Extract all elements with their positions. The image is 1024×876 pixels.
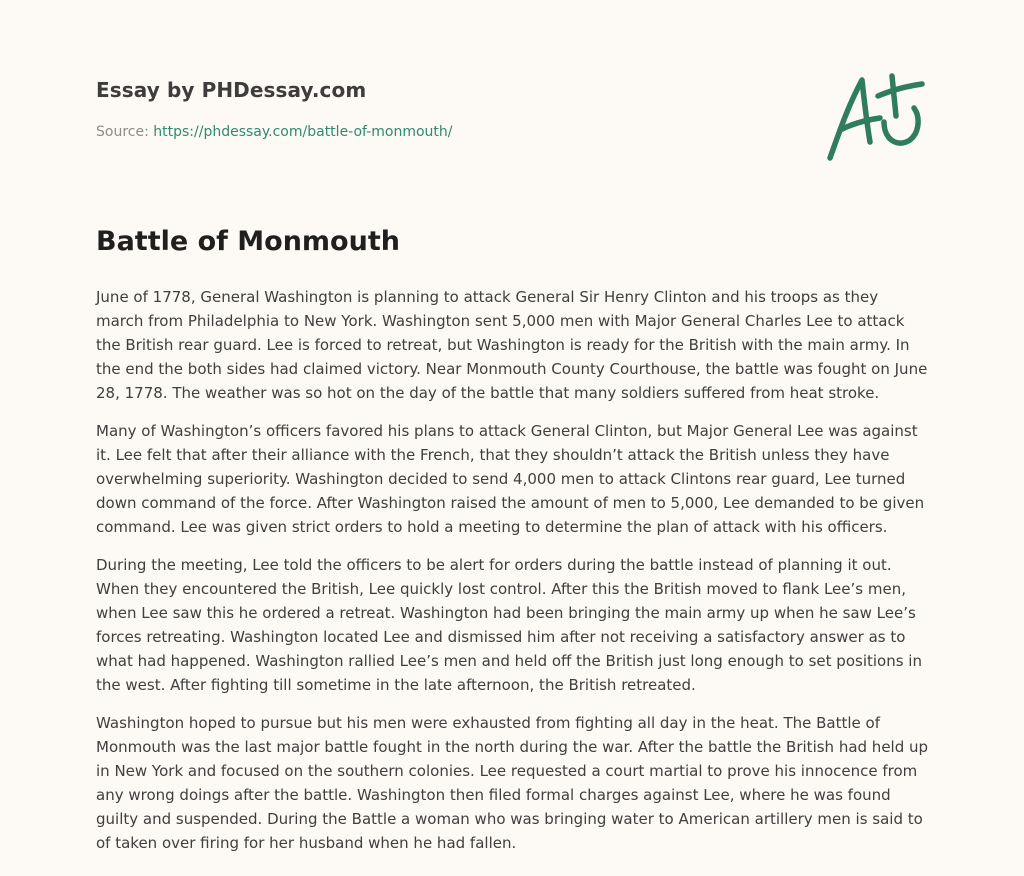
source-line bbox=[96, 124, 453, 140]
essay-paragraph: June of 1778, General Washington is planning to attack General Sir Henry Clinton and his troops as they march from Philadelphia to New York. Washington sent 5,000 men with Major General Charles Lee to attack the British rear guard. Lee is forced to retreat, but Washington is ready for the British with the main army. In the end the both sides had claimed victory. Near Monmouth County Courthouse, the battle was fought on June 28, 1778. The weather was so hot on the day of the battle that many soldiers suffered from heat stroke. bbox=[96, 288, 928, 402]
essay-paragraph: Washington hoped to pursue but his men were exhausted from fighting all day in the heat. The Battle of Monmouth was the last major battle fought in the north during the war. After the battle the British had held up in New York and focused on the southern colonies. Lee requested a court martial to prove his innocence from any wrong doings after the battle. Washington then filed formal charges against Lee, where he was found guilty and suspended. During the Battle a woman who was bringing water to American artillery men is said to of taken over firing for her husband when he had fallen. bbox=[96, 714, 929, 852]
essay-paragraph: Many of Washington’s officers favored his plans to attack General Clinton, but Major General Lee was against it. Lee felt that after their alliance with the French, that they shouldn’t attack the British unless they have overwhelming superiority. Washington decided to send 4,000 men to attack Clintons rear guard, Lee turned down command of the force. After Washington raised the amount of men to 5,000, Lee demanded to be given command. Lee was given strict orders to hold a meeting to determine the plan of attack with his officers. bbox=[96, 422, 925, 536]
source-link[interactable]: https://phdessay.com/battle-of-monmouth/ bbox=[153, 124, 453, 140]
essay-body bbox=[96, 285, 930, 869]
a-plus-icon bbox=[826, 68, 926, 164]
source-label: Source: bbox=[96, 124, 154, 140]
essay-title: Battle of Monmouth bbox=[96, 226, 400, 257]
site-brand: Essay by PHDessay.com bbox=[96, 78, 367, 102]
essay-paragraph: During the meeting, Lee told the officers to be alert for orders during the battle instead of planning it out. When they encountered the British, Lee quickly lost control. After this the British moved to flank Lee’s men, when Lee saw this he ordered a retreat. Washington had been bringing the main army up when he saw Lee’s forces retreating. Washington located Lee and dismissed him after not receiving a satisfactory answer as to what had happened. Washington rallied Lee’s men and held off the British just long enough to set positions in the west. After fighting till sometime in the late afternoon, the British retreated. bbox=[96, 556, 922, 694]
